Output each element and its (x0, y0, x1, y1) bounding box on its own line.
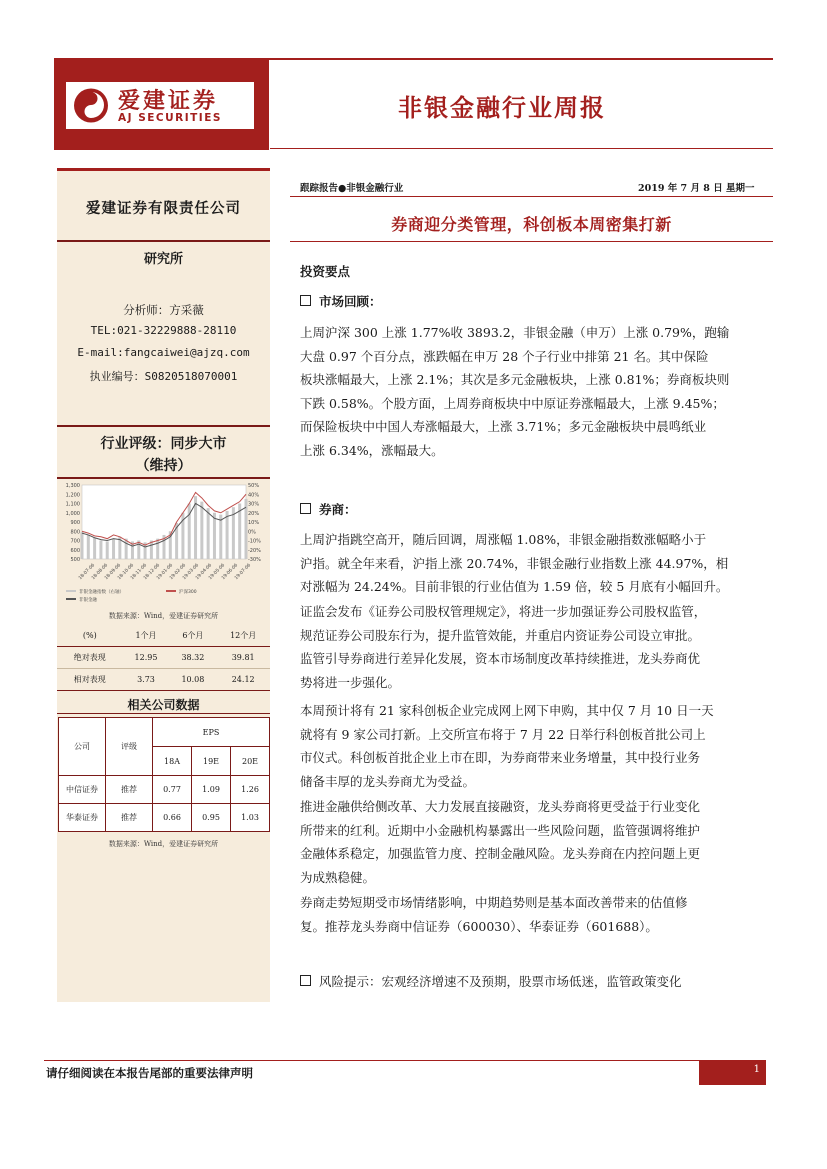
text-line: 为成熟稳健。 (300, 869, 376, 885)
broker-paragraph (300, 528, 770, 599)
text-line: 就将有 9 家公司打新。上交所宣布将于 7 月 22 日举行科创板首批公司上 (300, 726, 706, 742)
legend-swatch (166, 590, 176, 592)
table-header-cell: 公司 (59, 718, 106, 776)
table-cell: 推荐 (106, 804, 153, 832)
x-tick-label: 19-06-06 (221, 563, 240, 582)
heading-label: 市场回顾： (319, 294, 382, 309)
text-line: 所带来的红利。近期中小金融机构暴露出一些风险问题，监管强调将维护 (300, 822, 701, 838)
table-header-cell: 18A (153, 747, 192, 776)
bar-mark (207, 508, 210, 559)
text-line: 推进金融供给侧改革、大力发展直接融资，龙头券商将更受益于行业变化 (300, 799, 701, 814)
y-right-tick-label: 10% (248, 520, 260, 526)
x-tick-label: 18-08-06 (91, 563, 110, 582)
text-line: 市仪式。科创板首批企业上市在即，为券商带来业务增量，其中投行业务 (300, 750, 701, 765)
y-left-tick-label: 1,200 (65, 492, 80, 499)
x-tick-label: 19-04-06 (195, 563, 214, 582)
index-performance-chart (60, 481, 268, 609)
text-line: 而保险板块中中国人寿涨幅最大，上涨 3.71%；多元金融板块中晨鸣纸业 (300, 419, 707, 434)
bar-mark (112, 539, 115, 559)
y-right-tick-label: 30% (248, 501, 260, 508)
analyst-email: E-mail:fangcaiwei@ajzq.com (77, 346, 250, 359)
x-tick-label: 19-07-06 (234, 563, 253, 582)
table-cell: 华泰证券 (59, 804, 106, 832)
y-right-tick-label: 40% (248, 492, 260, 499)
broker-paragraph (300, 891, 770, 938)
risk-text: 风险提示：宏观经济增速不及预期，股票市场低迷，监管政策变化 (319, 974, 682, 989)
text-line: 势将进一步强化。 (300, 674, 401, 690)
performance-table (57, 625, 270, 691)
bar-mark (106, 541, 109, 559)
bar-mark (81, 532, 84, 559)
industry-rating (57, 425, 270, 479)
company-box (57, 168, 270, 242)
y-left-tick-label: 900 (70, 520, 80, 526)
table-cell: 0.77 (153, 776, 192, 804)
y-right-tick-label: -10% (248, 538, 261, 545)
logo-text-en: AJ SECURITIES (118, 112, 222, 124)
table-cell: 0.66 (153, 804, 192, 832)
divider (290, 241, 773, 242)
x-tick-label: 18-11-06 (130, 563, 149, 582)
page-title: 券商迎分类管理，科创板本周密集打新 (391, 215, 672, 234)
legend-label: 非银金融 (79, 598, 97, 603)
table-header-cell: 1个月 (123, 625, 170, 647)
broker-heading (300, 500, 357, 518)
risk-warning (300, 972, 682, 990)
legend-label: 沪深300 (179, 590, 197, 595)
bar-mark (93, 538, 96, 559)
bar-mark (99, 541, 102, 560)
table-cell: 12.95 (123, 647, 170, 669)
x-tick-label: 19-03-06 (182, 563, 201, 582)
table-header-cell: 19E (192, 747, 231, 776)
rating-status: （维持） (135, 458, 192, 474)
legend-swatch (66, 598, 76, 600)
chart-source: 数据来源：Wind，爱建证券研究所 (108, 612, 219, 620)
company-name: 爱建证券有限责任公司 (86, 200, 241, 217)
table-cell: 1.03 (231, 804, 270, 832)
text-line: 大盘 0.97 个百分点，涨跌幅在申万 28 个子行业中排第 21 名。其中保险 (300, 348, 709, 364)
table-cell: 1.26 (231, 776, 270, 804)
y-left-tick-label: 500 (70, 557, 80, 563)
table-cell: 3.73 (123, 669, 170, 691)
table-header-cell: 12个月 (216, 625, 270, 647)
text-line: 券商走势短期受市场情绪影响，中期趋势则是基本面改善带来的估值修 (300, 895, 688, 910)
table-row (59, 804, 270, 832)
y-left-tick-label: 1,300 (65, 483, 80, 489)
table-header-cell: (%) (57, 625, 123, 647)
page-number: 1 (699, 1061, 766, 1085)
divider (290, 196, 773, 197)
text-line: 对涨幅为 24.24%。目前非银的行业估值为 1.59 倍，较 5 月底有小幅回升。 (300, 579, 729, 594)
related-companies-title: 相关公司数据 (57, 696, 270, 714)
text-line: 沪指。就全年来看，沪指上涨 20.74%，非银金融行业指数上涨 44.97%，相 (300, 555, 729, 571)
text-line: 复。推荐龙头券商中信证券（600030）、华泰证券（601688）。 (300, 918, 658, 934)
table-cell: 38.32 (169, 647, 216, 669)
y-right-tick-label: 0% (248, 529, 256, 536)
bar-mark (219, 515, 222, 559)
bar-mark (125, 539, 128, 559)
table-row (59, 776, 270, 804)
text-line: 板块涨幅最大，上涨 2.1%；其次是多元金融板块，上涨 0.81%；券商板块则 (300, 372, 730, 387)
x-tick-label: 18-10-06 (117, 563, 136, 582)
text-line: 本周预计将有 21 家科创板企业完成网上网下申购，其中仅 7 月 10 日一天 (300, 703, 714, 718)
report-date: 2019 年 7 月 8 日 星期一 (638, 183, 755, 194)
table-header-cell: 20E (231, 747, 270, 776)
analyst-name: 分析师：方采薇 (123, 303, 204, 317)
table-header-cell: EPS (153, 718, 270, 747)
x-tick-label: 18-07-06 (78, 563, 97, 582)
y-left-tick-label: 1,100 (65, 501, 80, 508)
analyst-tel: TEL:021-32229888-28110 (90, 324, 237, 337)
broker-paragraph (300, 795, 770, 889)
market-review-heading (300, 292, 382, 310)
y-left-tick-label: 700 (70, 538, 80, 545)
legend-label: 非银金融指数（右轴） (79, 590, 124, 595)
text-line: 储备丰厚的龙头券商尤为受益。 (300, 773, 476, 789)
section-heading: 投资要点 (300, 264, 351, 279)
y-left-tick-label: 1,000 (65, 510, 80, 517)
table-cell: 1.09 (192, 776, 231, 804)
y-left-tick-label: 600 (70, 547, 80, 554)
text-line: 监管引导券商进行差异化发展，资本市场制度改革持续推进，龙头券商优 (300, 651, 701, 666)
broker-paragraph (300, 699, 770, 793)
table-header-row (57, 625, 270, 647)
checkbox-bullet-icon (300, 503, 311, 514)
broker-paragraph (300, 600, 770, 694)
text-line: 下跌 0.58%。个股方面，上周券商板块中中原证券涨幅最大，上涨 9.45%； (300, 395, 725, 411)
text-line: 上涨 6.34%，涨幅最大。 (300, 442, 444, 458)
text-line: 上周沪指跳空高开，随后回调，周涨幅 1.08%，非银金融指数涨幅略小于 (300, 532, 707, 547)
table-header-row (59, 718, 270, 747)
footer-disclaimer: 请仔细阅读在本报告尾部的重要法律声明 (46, 1066, 253, 1080)
checkbox-bullet-icon (300, 975, 311, 986)
y-right-tick-label: 20% (248, 510, 260, 517)
logo-mark-icon (72, 87, 110, 124)
report-type-title: 非银金融行业周报 (398, 94, 606, 122)
table-cell: 绝对表现 (57, 647, 123, 669)
x-tick-label: 19-05-06 (208, 563, 227, 582)
header-rule (270, 148, 773, 149)
legend-swatch (66, 590, 76, 592)
table-header-cell: 6个月 (169, 625, 216, 647)
table-cell: 中信证券 (59, 776, 106, 804)
bar-mark (200, 502, 203, 559)
x-tick-label: 18-09-06 (104, 563, 123, 582)
table-source: 数据来源：Wind，爱建证券研究所 (108, 840, 219, 848)
rating-line: 行业评级：同步大市 (100, 436, 227, 452)
x-tick-label: 19-01-06 (156, 563, 175, 582)
related-companies-table (58, 717, 270, 832)
table-cell: 39.81 (216, 647, 270, 669)
table-header-cell: 评级 (106, 718, 153, 776)
report-category: 跟踪报告●非银金融行业 (300, 183, 404, 194)
table-cell: 相对表现 (57, 669, 123, 691)
analyst-license: 执业编号：S0820518070001 (89, 370, 238, 383)
bar-mark (87, 535, 90, 559)
footer-rule (44, 1060, 766, 1061)
y-right-tick-label: -20% (248, 547, 261, 554)
market-review-paragraph (300, 321, 770, 462)
x-tick-label: 18-12-06 (143, 563, 162, 582)
y-left-tick-label: 800 (70, 529, 80, 536)
text-line: 证监会发布《证券公司股权管理规定》，将进一步加强证券公司股权监管， (300, 604, 707, 619)
table-row (57, 669, 270, 691)
text-line: 规范证券公司股东行为，提升监管效能，并重启内资证券公司设立审批。 (300, 627, 701, 643)
institute-name: 研究所 (143, 252, 183, 267)
logo-text-cn: 爱建证券 (118, 89, 219, 114)
y-right-tick-label: 50% (248, 483, 260, 489)
bar-mark (156, 539, 159, 559)
x-tick-label: 19-02-06 (169, 563, 188, 582)
bar-mark (226, 511, 229, 559)
table-cell: 0.95 (192, 804, 231, 832)
bar-mark (213, 513, 216, 559)
table-cell: 24.12 (216, 669, 270, 691)
table-cell: 推荐 (106, 776, 153, 804)
table-row (57, 647, 270, 669)
checkbox-bullet-icon (300, 295, 311, 306)
table-cell: 10.08 (169, 669, 216, 691)
company-logo (54, 60, 269, 150)
text-line: 上周沪深 300 上涨 1.77%收 3893.2，非银金融（申万）上涨 0.79%，跑输 (300, 325, 730, 340)
y-right-tick-label: -30% (248, 557, 261, 563)
text-line: 金融体系稳定，加强监管力度、控制金融风险。龙头券商在内控问题上更 (300, 846, 701, 861)
heading-label: 券商： (319, 502, 357, 517)
